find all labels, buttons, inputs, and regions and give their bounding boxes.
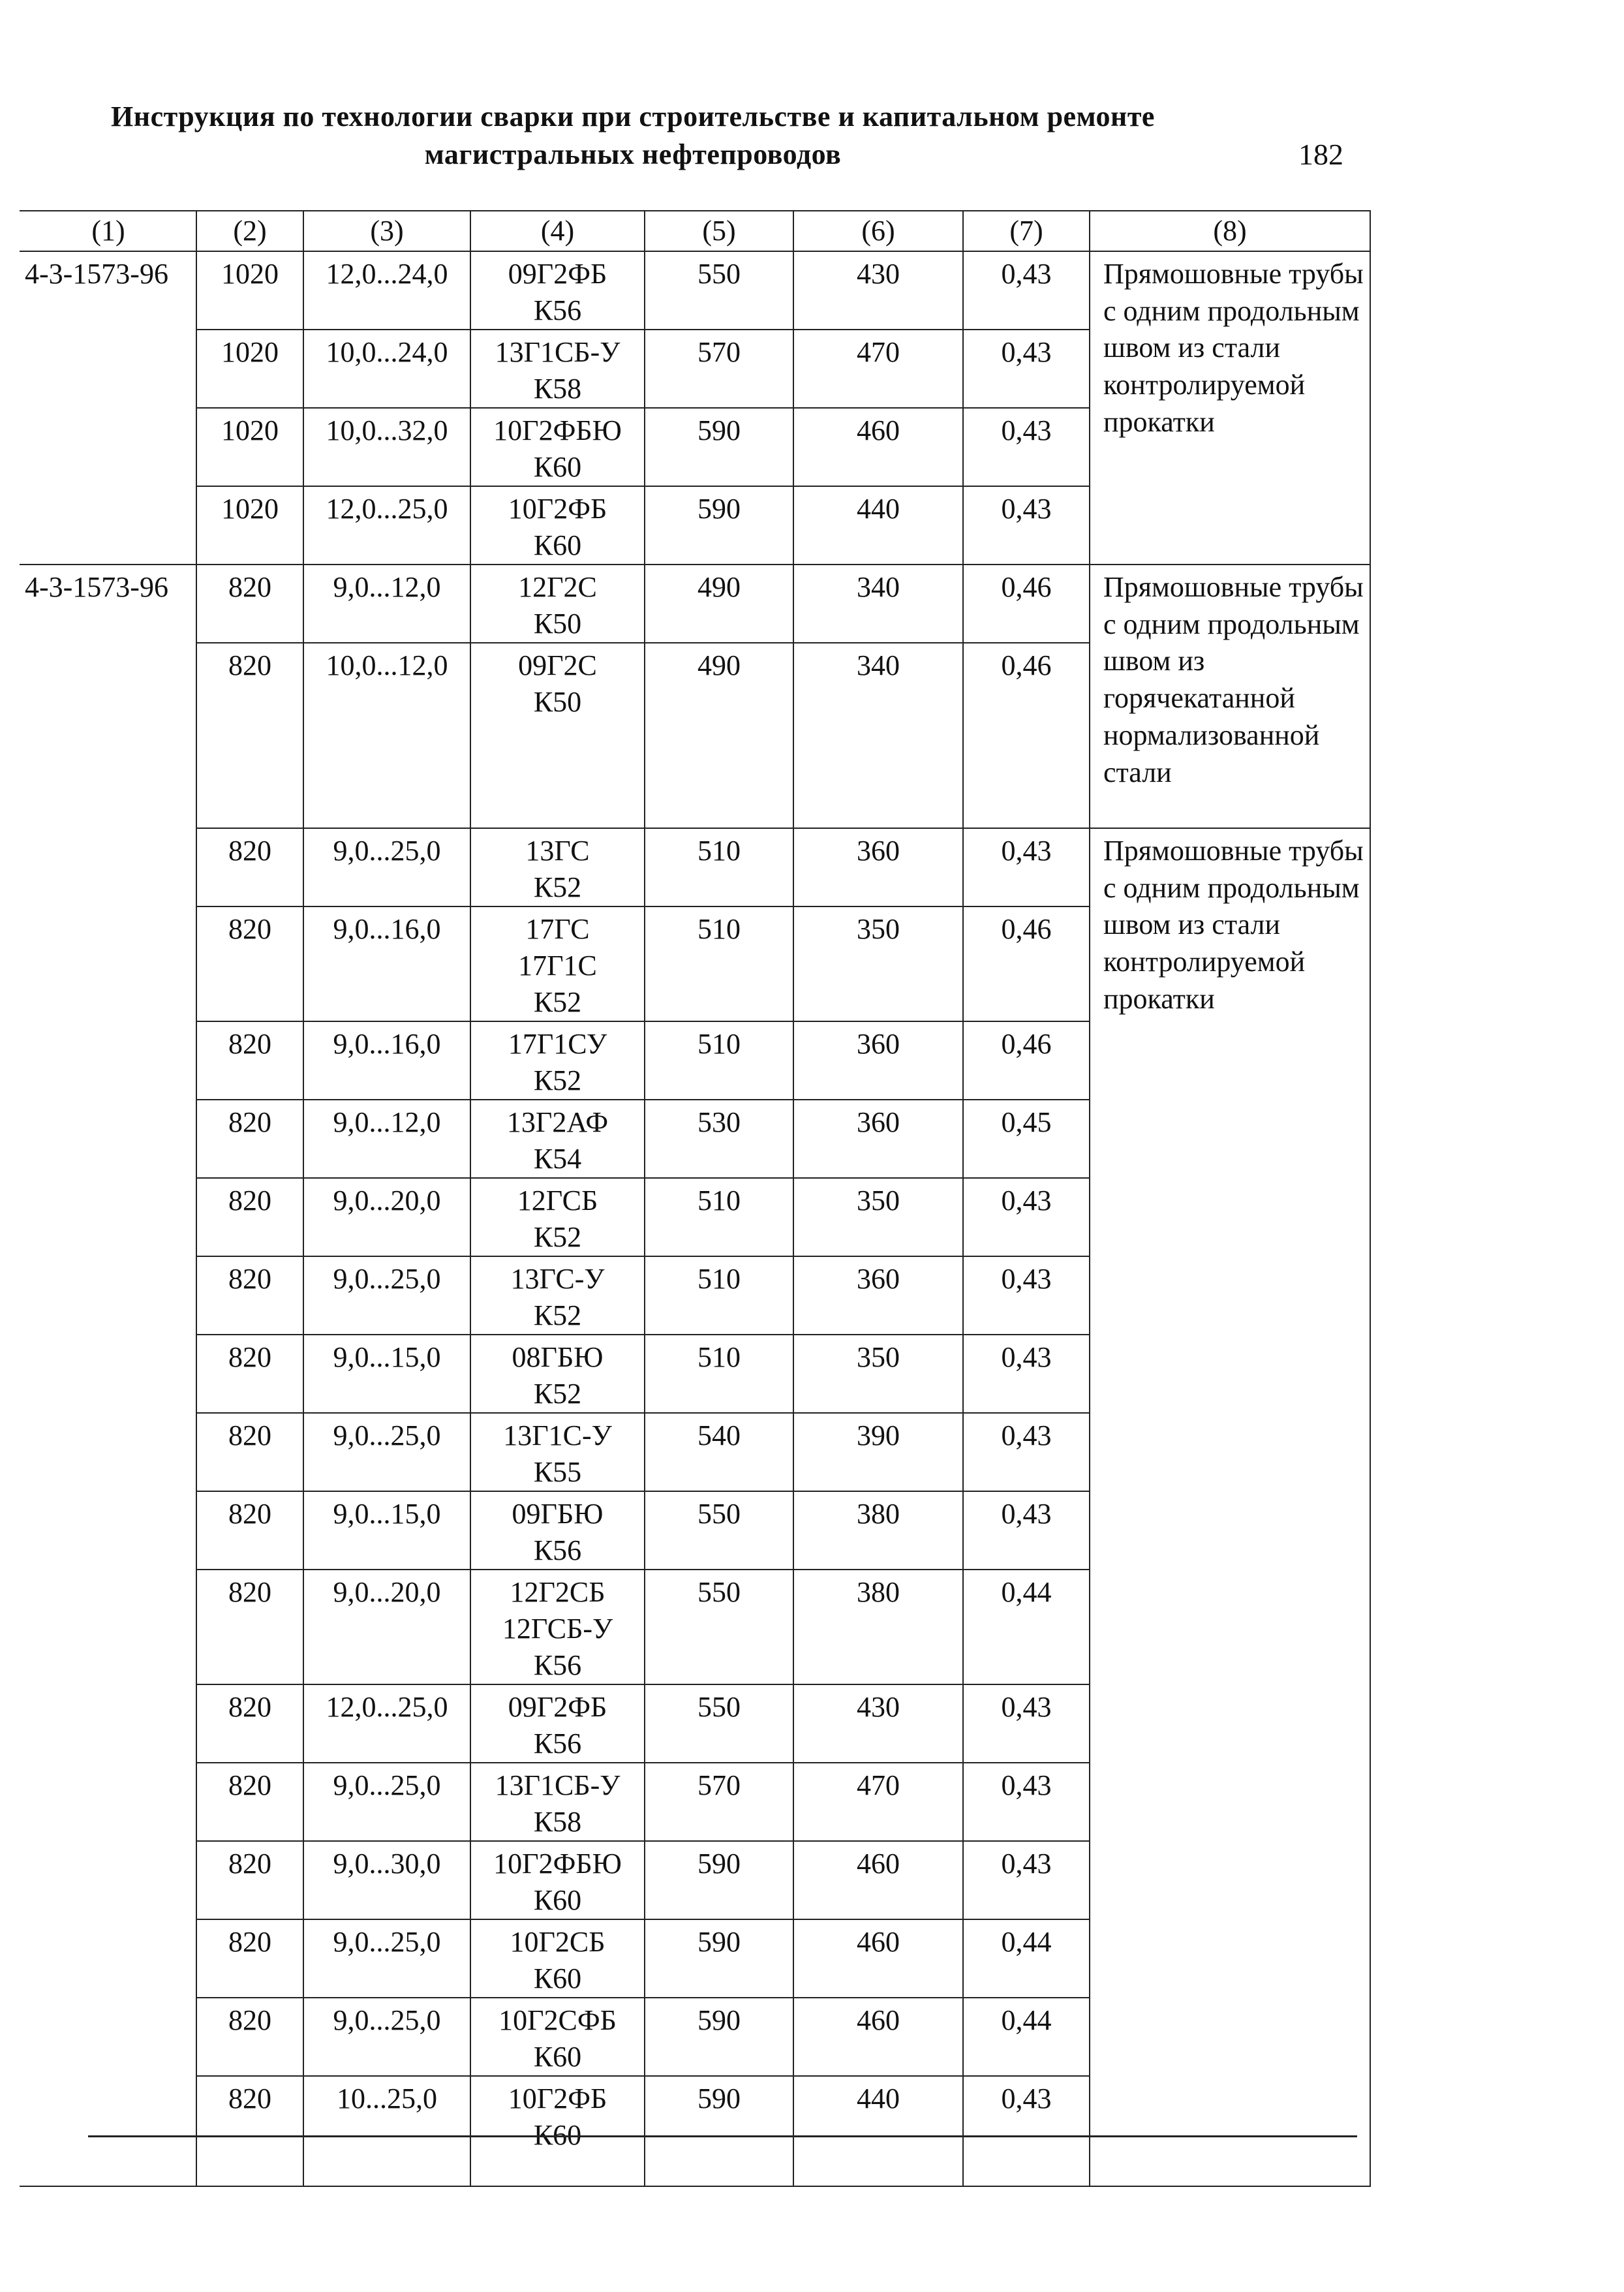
diameter-cell: 820 [196,1919,303,1998]
diameter-cell: 820 [196,828,303,906]
yield-strength-cell: 350 [793,1178,963,1256]
document-code-cell [20,1491,196,1570]
wall-thickness-cell: 9,0...25,0 [303,1256,470,1335]
steel-grade-cell: 09ГБЮ К56 [470,1491,645,1570]
wall-thickness-cell: 9,0...15,0 [303,1335,470,1413]
tensile-strength-cell: 590 [645,408,793,486]
diameter-cell: 820 [196,1335,303,1413]
wall-thickness-cell: 9,0...20,0 [303,1570,470,1684]
column-header: (8) [1090,211,1370,251]
table-row [20,251,1370,330]
wall-thickness-cell: 10,0...32,0 [303,408,470,486]
steel-grade-cell: 13ГС-У К52 [470,1256,645,1335]
tensile-strength-cell: 550 [645,1684,793,1763]
carbon-equivalent-cell: 0,43 [963,1684,1090,1763]
document-code-cell [20,1100,196,1178]
yield-strength-cell: 430 [793,251,963,330]
diameter-cell: 820 [196,1763,303,1841]
steel-grade-cell: 12Г2СБ 12ГСБ-У К56 [470,1570,645,1684]
diameter-cell: 1020 [196,251,303,330]
document-code-cell [20,1021,196,1100]
yield-strength-cell: 470 [793,330,963,408]
table-row [20,828,1370,906]
steel-grade-cell: 10Г2ФБЮ К60 [470,1841,645,1919]
document-code-cell: 4-3-1573-96 [20,251,196,330]
diameter-cell: 820 [196,1841,303,1919]
diameter-cell: 820 [196,1021,303,1100]
diameter-cell: 820 [196,1684,303,1763]
carbon-equivalent-cell: 0,44 [963,1998,1090,2076]
carbon-equivalent-cell: 0,43 [963,1763,1090,1841]
diameter-cell: 1020 [196,408,303,486]
description-cell: Прямошовные трубы с одним продольным швом из горячекатанной нормализованной стали [1090,565,1370,828]
tensile-strength-cell: 590 [645,2076,793,2186]
yield-strength-cell: 350 [793,906,963,1021]
diameter-cell: 820 [196,1570,303,1684]
diameter-cell: 820 [196,1998,303,2076]
document-code-cell [20,1570,196,1684]
tensile-strength-cell: 590 [645,486,793,565]
carbon-equivalent-cell: 0,43 [963,1178,1090,1256]
steel-grade-cell: 13Г1СБ-У К58 [470,330,645,408]
document-code-cell [20,1763,196,1841]
wall-thickness-cell: 9,0...25,0 [303,1919,470,1998]
diameter-cell: 1020 [196,330,303,408]
column-header: (4) [470,211,645,251]
carbon-equivalent-cell: 0,46 [963,565,1090,643]
yield-strength-cell: 440 [793,2076,963,2186]
yield-strength-cell: 460 [793,1998,963,2076]
description-cell: Прямошовные трубы с одним продольным швом из стали контролируемой прокатки [1090,251,1370,565]
steel-grade-cell: 09Г2ФБ К56 [470,251,645,330]
diameter-cell: 820 [196,565,303,643]
steel-grade-cell: 09Г2С К50 [470,643,645,828]
wall-thickness-cell: 10...25,0 [303,2076,470,2186]
wall-thickness-cell: 9,0...15,0 [303,1491,470,1570]
wall-thickness-cell: 9,0...25,0 [303,828,470,906]
diameter-cell: 820 [196,2076,303,2186]
diameter-cell: 820 [196,1256,303,1335]
table-body [20,251,1370,2186]
steel-grade-cell: 08ГБЮ К52 [470,1335,645,1413]
wall-thickness-cell: 12,0...25,0 [303,486,470,565]
wall-thickness-cell: 9,0...16,0 [303,1021,470,1100]
document-code-cell [20,1841,196,1919]
yield-strength-cell: 430 [793,1684,963,1763]
tensile-strength-cell: 550 [645,1570,793,1684]
tensile-strength-cell: 510 [645,906,793,1021]
tensile-strength-cell: 490 [645,643,793,828]
diameter-cell: 820 [196,906,303,1021]
carbon-equivalent-cell: 0,46 [963,1021,1090,1100]
document-code-cell [20,1684,196,1763]
carbon-equivalent-cell: 0,43 [963,1841,1090,1919]
document-code-cell [20,1413,196,1491]
document-code-cell [20,1998,196,2076]
yield-strength-cell: 460 [793,408,963,486]
document-code-cell [20,1335,196,1413]
diameter-cell: 820 [196,1100,303,1178]
tensile-strength-cell: 590 [645,1919,793,1998]
tensile-strength-cell: 510 [645,828,793,906]
steel-grade-cell: 17Г1СУ К52 [470,1021,645,1100]
wall-thickness-cell: 12,0...25,0 [303,1684,470,1763]
yield-strength-cell: 350 [793,1335,963,1413]
yield-strength-cell: 360 [793,1021,963,1100]
steel-grade-cell: 13Г2АФ К54 [470,1100,645,1178]
document-code-cell [20,1256,196,1335]
wall-thickness-cell: 9,0...20,0 [303,1178,470,1256]
document-code-cell [20,906,196,1021]
yield-strength-cell: 340 [793,643,963,828]
carbon-equivalent-cell: 0,44 [963,1570,1090,1684]
tensile-strength-cell: 550 [645,1491,793,1570]
diameter-cell: 820 [196,1178,303,1256]
column-header: (7) [963,211,1090,251]
pipe-specification-table [20,210,1371,2187]
yield-strength-cell: 360 [793,1256,963,1335]
wall-thickness-cell: 9,0...25,0 [303,1763,470,1841]
steel-grade-cell: 10Г2ФБ К60 [470,486,645,565]
tensile-strength-cell: 510 [645,1021,793,1100]
tensile-strength-cell: 550 [645,251,793,330]
tensile-strength-cell: 590 [645,1841,793,1919]
column-header: (6) [793,211,963,251]
tensile-strength-cell: 510 [645,1178,793,1256]
carbon-equivalent-cell: 0,43 [963,486,1090,565]
page-number: 182 [1298,138,1343,171]
column-header: (1) [20,211,196,251]
carbon-equivalent-cell: 0,43 [963,1413,1090,1491]
tensile-strength-cell: 530 [645,1100,793,1178]
wall-thickness-cell: 9,0...12,0 [303,565,470,643]
yield-strength-cell: 390 [793,1413,963,1491]
steel-grade-cell: 13Г1С-У К55 [470,1413,645,1491]
steel-grade-cell: 10Г2ФБ К60 [470,2076,645,2186]
diameter-cell: 820 [196,643,303,828]
yield-strength-cell: 340 [793,565,963,643]
document-code-cell [20,330,196,408]
document-code-cell [20,408,196,486]
steel-grade-cell: 12ГСБ К52 [470,1178,645,1256]
yield-strength-cell: 360 [793,828,963,906]
carbon-equivalent-cell: 0,43 [963,1491,1090,1570]
carbon-equivalent-cell: 0,43 [963,251,1090,330]
table-row [20,565,1370,643]
carbon-equivalent-cell: 0,44 [963,1919,1090,1998]
diameter-cell: 1020 [196,486,303,565]
wall-thickness-cell: 9,0...25,0 [303,1998,470,2076]
wall-thickness-cell: 12,0...24,0 [303,251,470,330]
description-cell: Прямошовные трубы с одним продольным швом из стали контролируемой прокатки [1090,828,1370,2186]
page-bottom-rule [88,2135,1357,2137]
tensile-strength-cell: 510 [645,1335,793,1413]
carbon-equivalent-cell: 0,43 [963,1256,1090,1335]
carbon-equivalent-cell: 0,45 [963,1100,1090,1178]
tensile-strength-cell: 490 [645,565,793,643]
diameter-cell: 820 [196,1491,303,1570]
column-header: (3) [303,211,470,251]
wall-thickness-cell: 9,0...16,0 [303,906,470,1021]
yield-strength-cell: 440 [793,486,963,565]
yield-strength-cell: 460 [793,1919,963,1998]
wall-thickness-cell: 9,0...25,0 [303,1413,470,1491]
header-row [20,211,1370,251]
column-header: (2) [196,211,303,251]
carbon-equivalent-cell: 0,46 [963,906,1090,1021]
steel-grade-cell: 09Г2ФБ К56 [470,1684,645,1763]
document-code-cell [20,828,196,906]
yield-strength-cell: 360 [793,1100,963,1178]
document-code-cell [20,1919,196,1998]
steel-grade-cell: 10Г2ФБЮ К60 [470,408,645,486]
steel-grade-cell: 13Г1СБ-У К58 [470,1763,645,1841]
wall-thickness-cell: 9,0...12,0 [303,1100,470,1178]
tensile-strength-cell: 570 [645,1763,793,1841]
carbon-equivalent-cell: 0,43 [963,408,1090,486]
carbon-equivalent-cell: 0,43 [963,1335,1090,1413]
yield-strength-cell: 470 [793,1763,963,1841]
steel-grade-cell: 10Г2СБ К60 [470,1919,645,1998]
tensile-strength-cell: 540 [645,1413,793,1491]
document-code-cell [20,2076,196,2186]
steel-grade-cell: 12Г2С К50 [470,565,645,643]
tensile-strength-cell: 590 [645,1998,793,2076]
steel-grade-cell: 17ГС 17Г1С К52 [470,906,645,1021]
carbon-equivalent-cell: 0,46 [963,643,1090,828]
tensile-strength-cell: 510 [645,1256,793,1335]
carbon-equivalent-cell: 0,43 [963,828,1090,906]
steel-grade-cell: 13ГС К52 [470,828,645,906]
document-title-line-2: магистральных нефтепроводов [424,138,842,170]
yield-strength-cell: 380 [793,1570,963,1684]
carbon-equivalent-cell: 0,43 [963,330,1090,408]
wall-thickness-cell: 10,0...24,0 [303,330,470,408]
carbon-equivalent-cell: 0,43 [963,2076,1090,2186]
document-title [26,98,1240,174]
column-header: (5) [645,211,793,251]
tensile-strength-cell: 570 [645,330,793,408]
wall-thickness-cell: 10,0...12,0 [303,643,470,828]
yield-strength-cell: 380 [793,1491,963,1570]
yield-strength-cell: 460 [793,1841,963,1919]
diameter-cell: 820 [196,1413,303,1491]
document-code-cell: 4-3-1573-96 [20,565,196,643]
steel-grade-cell: 10Г2СФБ К60 [470,1998,645,2076]
document-title-line-1: Инструкция по технологии сварки при строительстве и капитальном ремонте [111,101,1155,132]
document-code-cell [20,643,196,828]
document-code-cell [20,1178,196,1256]
wall-thickness-cell: 9,0...30,0 [303,1841,470,1919]
document-code-cell [20,486,196,565]
